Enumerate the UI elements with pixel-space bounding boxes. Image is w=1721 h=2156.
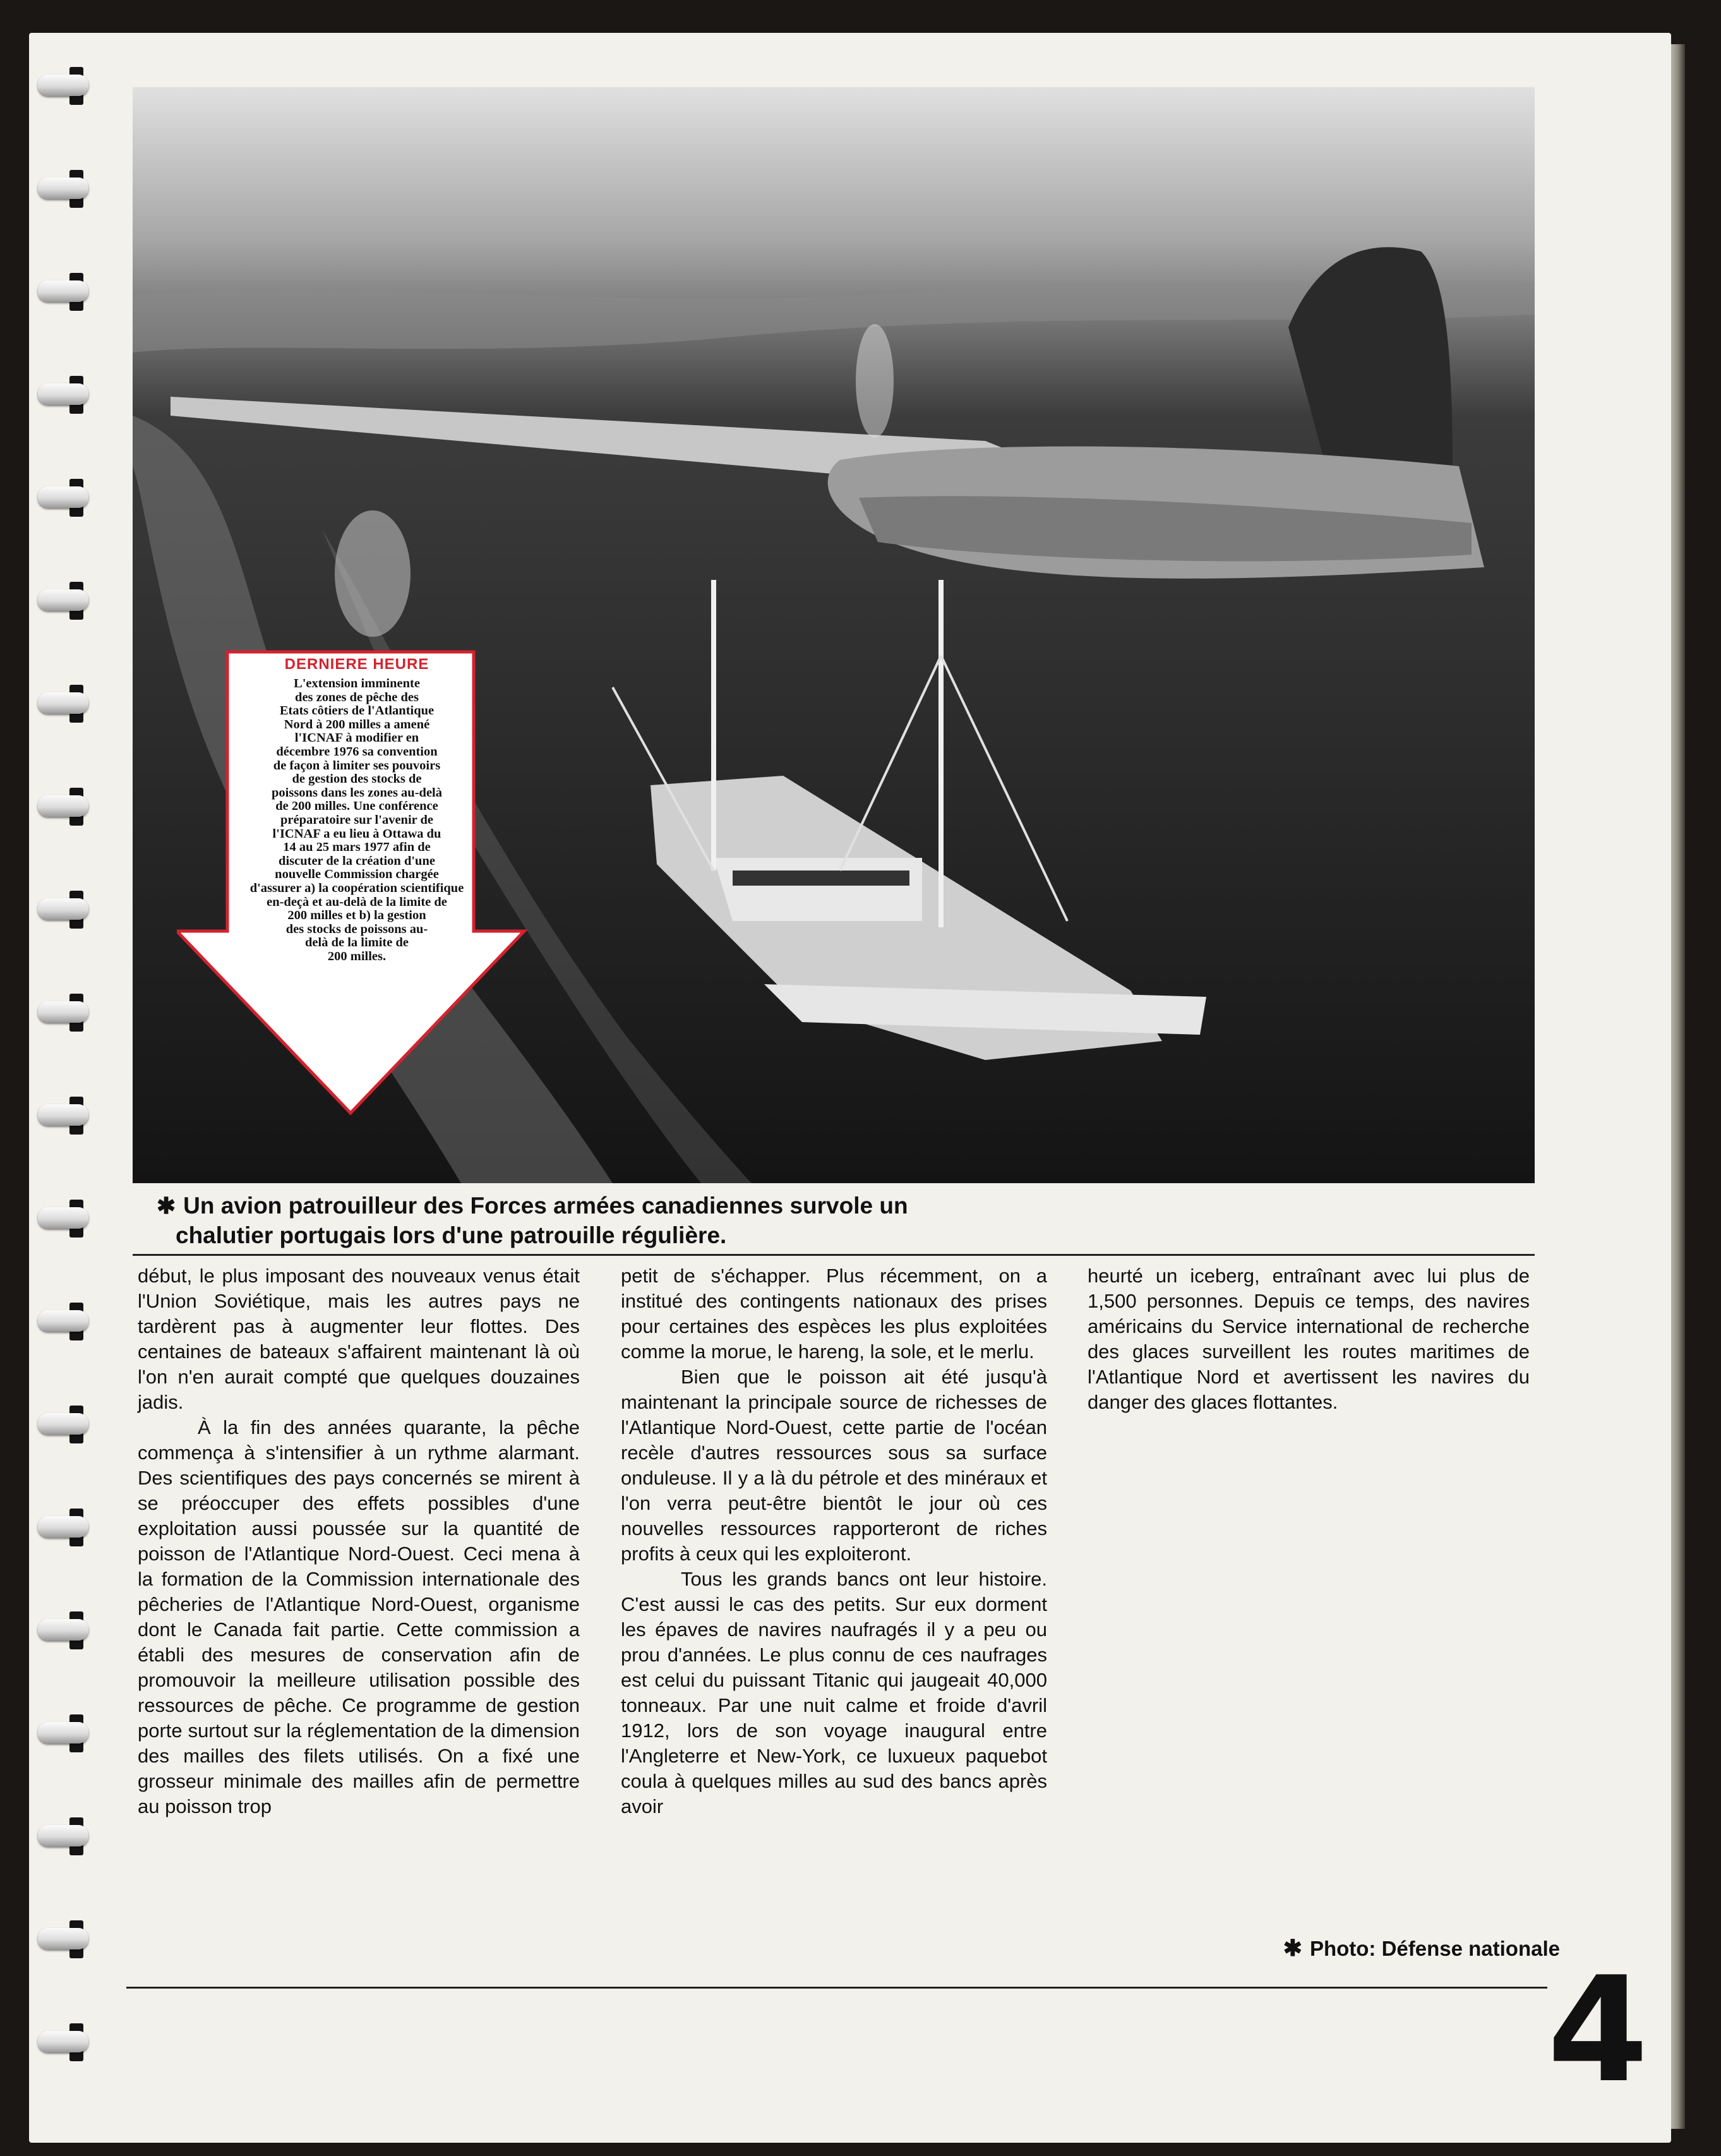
- star-bullet-icon: ✱: [1283, 1935, 1302, 1961]
- caption-line-1: Un avion patrouilleur des Forces armées canadiennes survole un: [183, 1193, 908, 1219]
- spiral-ring: [38, 383, 88, 405]
- photo-caption: [157, 1191, 1230, 1250]
- callout-line: l'ICNAF a eu lieu à Ottawa du: [272, 826, 441, 841]
- callout-line: L'extension imminente: [294, 677, 420, 690]
- callout-line: 200 milles et b) la gestion: [287, 908, 426, 923]
- callout-line: d'assurer a) la coopération scientifique: [249, 881, 464, 895]
- paragraph: Tous les grands bancs ont leur histoire. C'est aussi le cas des petits. Sur eux dorment les épaves de navires naufragés il y a peu ou prou d'années. Le plus connu de ces naufrages est celui du puissant Titanic qui jaugeait 40,000 tonneaux. Par une nuit calme et froide d'avril 1912, lors de son voyage inaugural entre l'Angleterre et New-York, ce luxueux paquebot coula à quelques milles au sud des bancs après avoir: [621, 1568, 1047, 1817]
- spiral-ring: [38, 589, 88, 611]
- callout-line: des zones de pêche des: [295, 690, 419, 704]
- callout-line: l'ICNAF à modifier en: [294, 731, 419, 745]
- star-bullet-icon: ✱: [157, 1193, 176, 1219]
- article-column-2: [621, 1263, 1047, 1819]
- callout-line: des stocks de poissons au-: [285, 922, 428, 936]
- derniere-heure-callout: [177, 646, 537, 1121]
- article-column-1: [138, 1263, 580, 1819]
- callout-line: en-deçà et au-delà de la limite de: [267, 894, 447, 909]
- callout-line: de gestion des stocks de: [292, 772, 422, 786]
- callout-line: poissons dans les zones au-delà: [272, 785, 442, 800]
- callout-line: préparatoire sur l'avenir de: [280, 812, 433, 827]
- spiral-ring: [38, 2031, 88, 2052]
- spiral-ring: [38, 1310, 88, 1332]
- paragraph: À la fin des années quarante, la pêche commença à s'intensifier à un rythme alarmant. Des scientifiques des pays concernés se mirent à se préoccuper des effets possibles d'une exploitation aussi poussée sur la quantité de poisson de l'Atlantique Nord-Ouest. Ceci mena à la formation de la Commission internationale des pêcheries de l'Atlantique Nord-Ouest, organisme dont le Canada fait partie. Cette commission a établi des mesures de conservation afin de promouvoir la meilleure utilisation possible des ressources de pêche. Ce programme de gestion porte surtout sur la réglementation de la dimension des mailles des filets utilisés. On a fixé une grosseur minimale des mailles afin de permettre au poisson trop: [138, 1416, 580, 1817]
- spiral-ring: [38, 1516, 88, 1538]
- callout-line: delà de la limite de: [305, 936, 409, 950]
- caption-line-2: chalutier portugais lors d'une patrouille régulière.: [176, 1222, 727, 1248]
- spiral-ring: [38, 898, 88, 920]
- spiral-ring: [38, 1928, 88, 1949]
- spiral-ring: [38, 1619, 88, 1641]
- caption-divider: [133, 1254, 1535, 1256]
- paragraph: Bien que le poisson ait été jusqu'à maintenant la principale source de richesses de l'Atlantique Nord-Ouest, cette partie de l'océan recèle d'autres ressources sous sa surface onduleuse. Il y a là du pétrole et des minéraux et l'on verra peut-être bientôt le jour où ces nouvelles ressources rapporteront de riches profits à ceux qui les exploiteront.: [621, 1366, 1047, 1565]
- callout-text: [202, 677, 512, 963]
- callout-line: Nord à 200 milles a amené: [284, 717, 430, 732]
- callout-line: 200 milles.: [327, 949, 387, 963]
- page-number: 4: [1547, 1946, 1649, 2115]
- spiral-ring: [38, 795, 88, 817]
- spiral-ring: [38, 75, 88, 96]
- spiral-ring: [38, 692, 88, 714]
- spiral-ring: [38, 1104, 88, 1126]
- spiral-ring: [38, 1207, 88, 1229]
- paragraph: début, le plus imposant des nouveaux venus était l'Union Soviétique, mais les autres pays ne tardèrent pas à augmenter leur flottes. Des centaines de bateaux s'affairent maintenant là où l'on n'en aurait compté que quelques douzaines jadis.: [138, 1265, 580, 1413]
- spiral-ring: [38, 280, 88, 302]
- spiral-ring: [38, 1722, 88, 1743]
- callout-line: Etats côtiers de l'Atlantique: [279, 704, 435, 718]
- article-column-3: [1088, 1263, 1530, 1415]
- spiral-ring: [38, 1825, 88, 1846]
- callout-line: de 200 milles. Une conférence: [275, 799, 438, 814]
- spiral-ring: [38, 1001, 88, 1023]
- photo-credit-text: Photo: Défense nationale: [1309, 1937, 1560, 1960]
- paragraph: heurté un iceberg, entraînant avec lui plus de 1,500 personnes. Depuis ce temps, des navires américains du Service international de recherche des glaces surveillent les routes maritimes de l'Atlantique Nord et avertissent les navires du danger des glaces flottantes.: [1088, 1265, 1530, 1413]
- paragraph: petit de s'échapper. Plus récemment, on a institué des contingents nationaux des prises pour certaines des espèces les plus exploitées comme la morue, le hareng, la sole, et le merlu.: [621, 1265, 1047, 1363]
- spiral-ring: [38, 486, 88, 508]
- callout-line: décembre 1976 sa convention: [276, 744, 438, 759]
- footer-divider: [126, 1987, 1547, 1989]
- callout-line: discuter de la création d'une: [279, 853, 435, 868]
- callout-line: nouvelle Commission chargée: [275, 867, 439, 882]
- photo-credit: [1216, 1935, 1560, 1961]
- callout-line: 14 au 25 mars 1977 afin de: [283, 840, 431, 855]
- callout-line: de façon à limiter ses pouvoirs: [273, 758, 441, 773]
- spiral-ring: [38, 1413, 88, 1435]
- callout-title: DERNIERE HEURE: [284, 656, 429, 673]
- spiral-ring: [38, 178, 88, 199]
